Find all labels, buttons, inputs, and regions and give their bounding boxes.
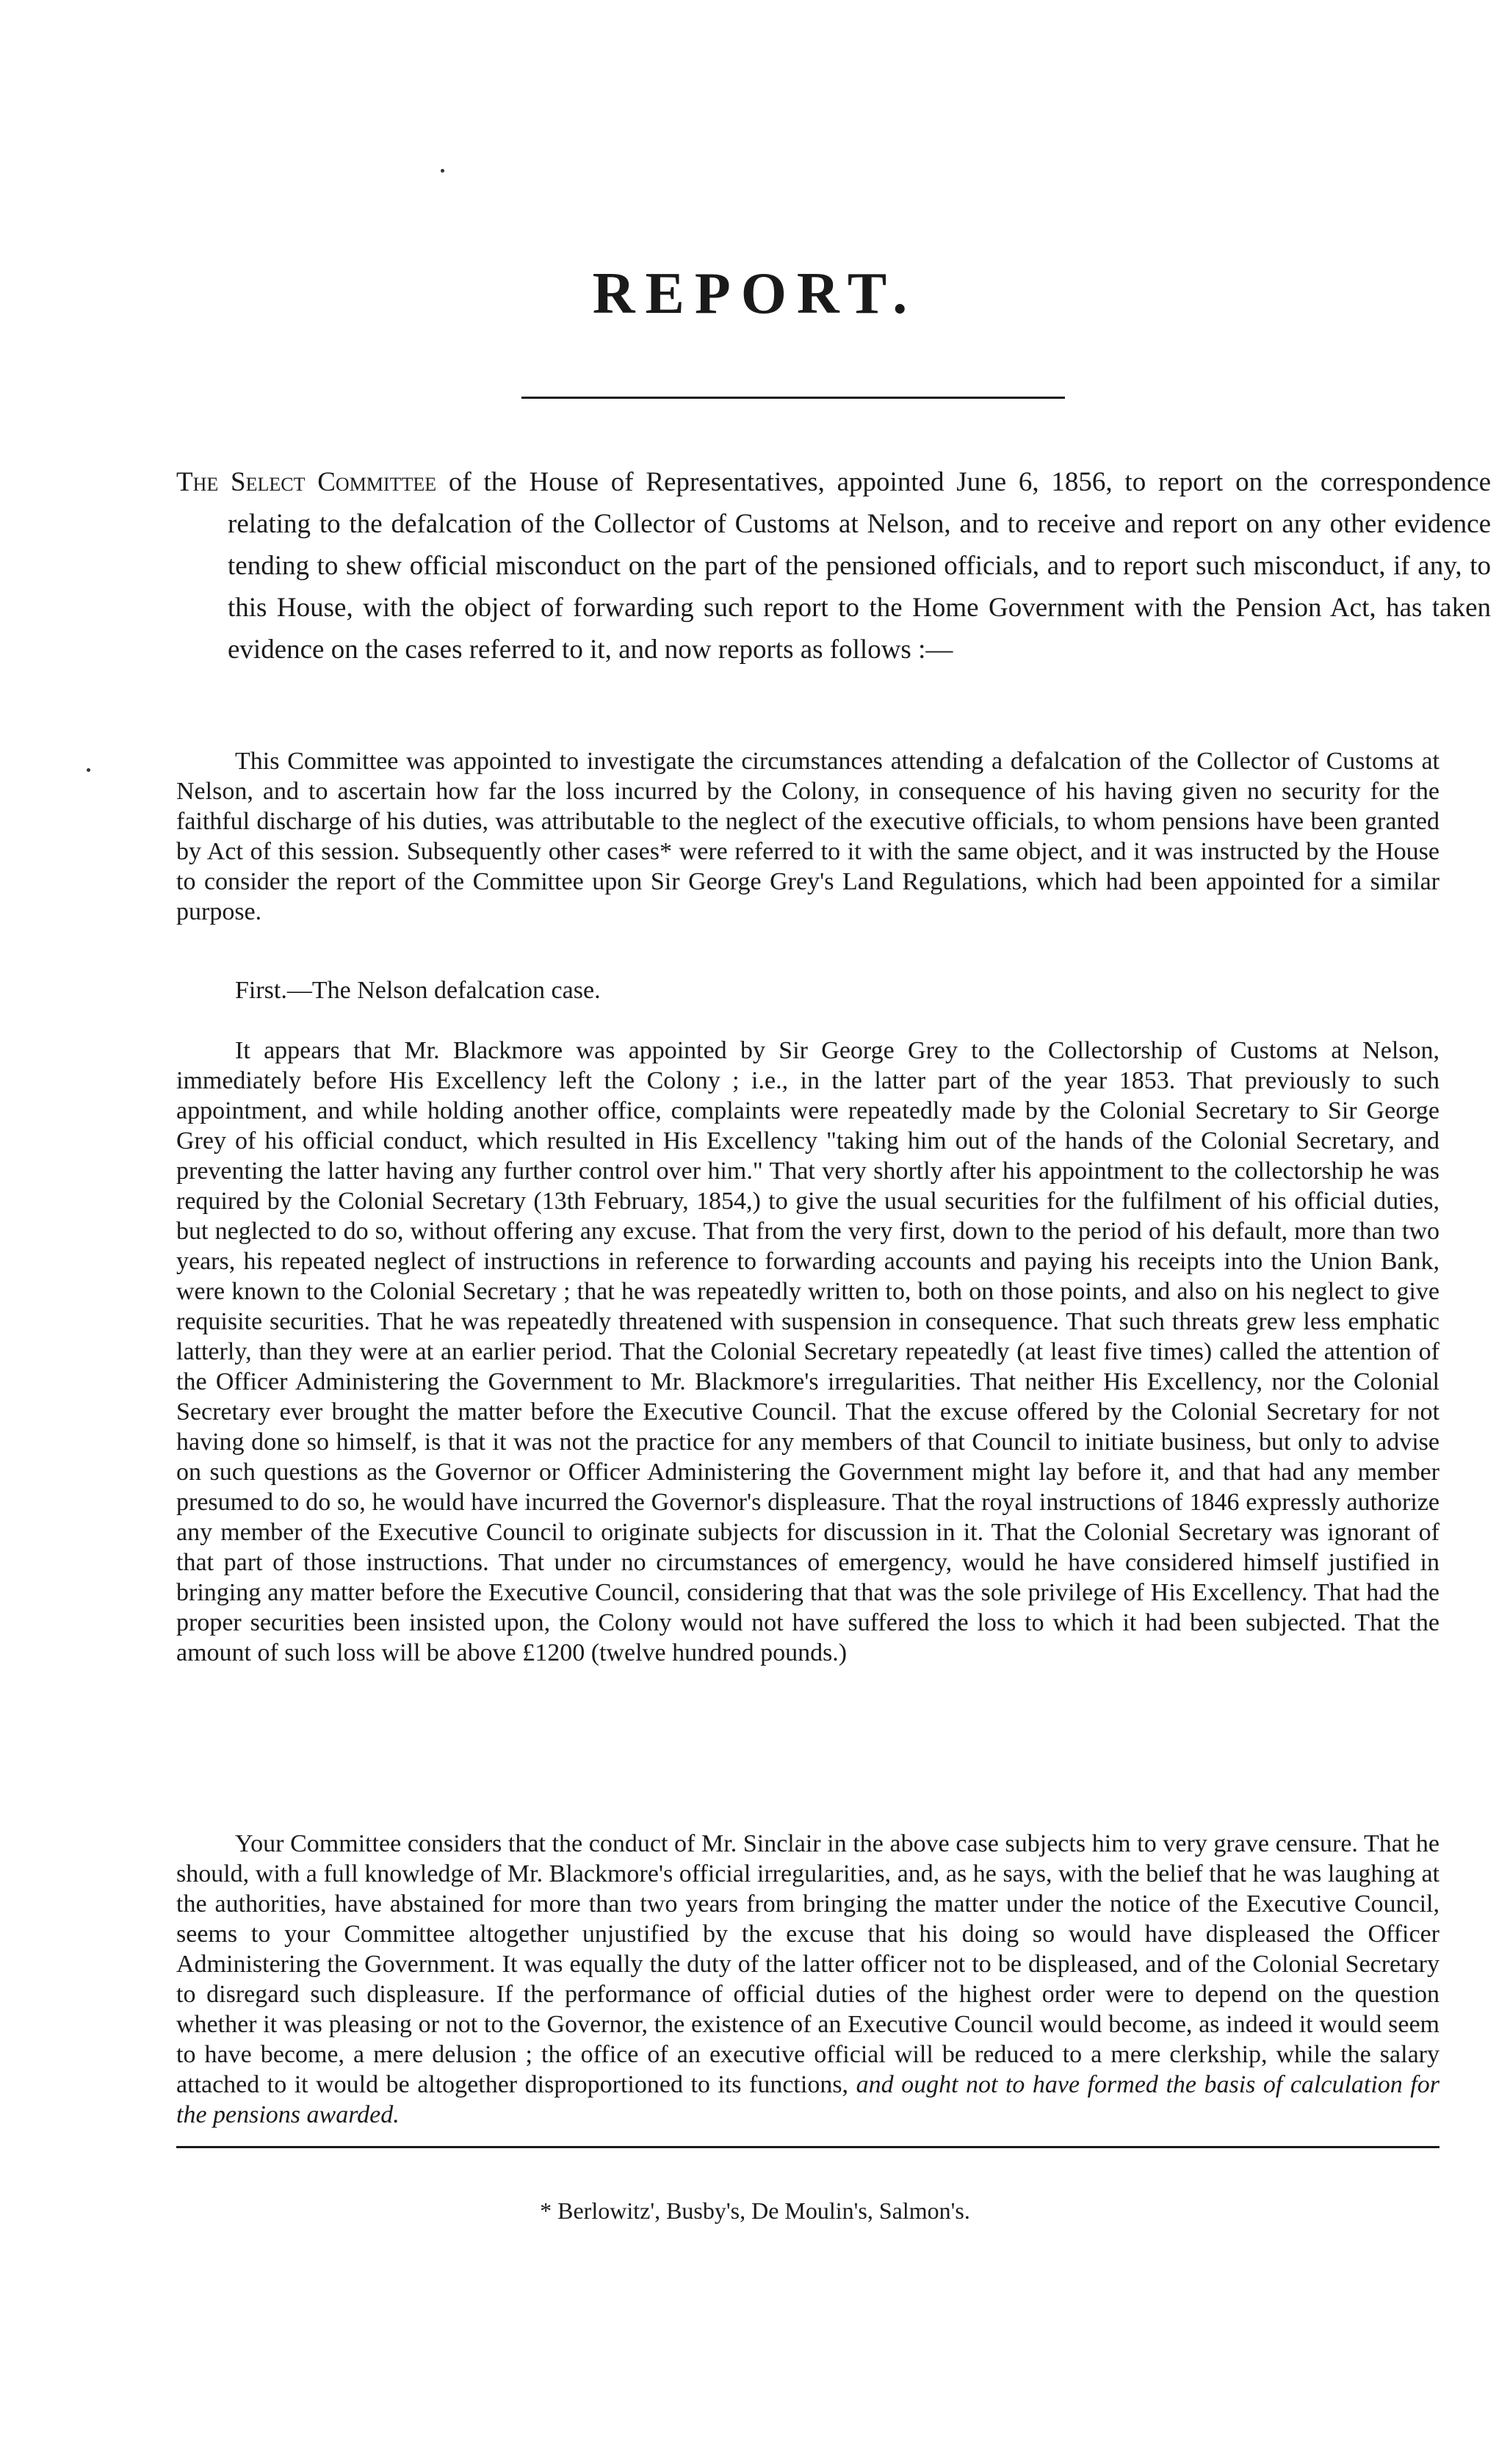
footnote-rule: [176, 2146, 1439, 2148]
print-speck: [441, 169, 444, 173]
conclusion-italic: and ought not to have formed the basis of calculation for the pensions awarded.: [176, 2071, 1439, 2128]
intro-paragraph: [176, 461, 1491, 671]
paragraph-appointment: This Committee was appointed to investigate the circumstances attending a defalcation of the Collector of Customs at Nelson, and to ascertain how far the loss incurred by the Colony, in consequence of his having given no security for the faithful discharge of his duties, was attributable to the neglect of the executive officials, to whom pensions have been granted by Act of this session. Subsequently other cases* were referred to it with the same object, and it was instructed by the House to consider the report of the Committee upon Sir George Grey's Land Regulations, which had been appointed for a similar purpose.: [176, 748, 1439, 925]
paragraph-committee-conclusion: [176, 1829, 1439, 2130]
print-speck: [87, 768, 90, 772]
paragraph-first-case-heading: First.—The Nelson defalcation case.: [235, 977, 601, 1004]
report-title: REPORT.: [592, 261, 918, 326]
title-rule: [521, 397, 1065, 399]
intro-text: of the House of Representatives, appointed June 6, 1856, to report on the correspondence relating to the defalcation of the Collector of Customs at Nelson, and to receive and report on any other evidence tending to shew official misconduct on the part of the pensioned officials, and to report such misconduct, if any, to this House, with the object of forwarding such report to the Home Government with the Pension Act, has taken evidence on the cases referred to it, and now reports as follows :—: [228, 467, 1491, 665]
conclusion-main: Your Committee considers that the conduct of Mr. Sinclair in the above case subjects him to very grave censure. That he should, with a full knowledge of Mr. Blackmore's official irregularities, and, as he says, with the belief that he was laughing at the authorities, have abstained for more than two years from bringing the matter under the notice of the Executive Council, seems to your Committee altogether unjustified by the excuse that his doing so would have displeased the Officer Administering the Government. It was equally the duty of the latter officer not to be displeased, and of the Colonial Secretary to disregard such displeasure. If the performance of official duties of the highest order were to depend on the question whether it was pleasing or not to the Governor, the existence of an Executive Council would become, as indeed it would seem to have become, a mere delusion ; the office of an executive official will be reduced to a mere clerkship, while the salary attached to it would be altogether disproportioned to its functions,: [176, 1830, 1439, 2098]
footnote: * Berlowitz', Busby's, De Moulin's, Salmon's.: [540, 2197, 970, 2224]
intro-lead: The Select Committee: [176, 467, 437, 497]
paragraph-blackmore-findings: It appears that Mr. Blackmore was appointed by Sir George Grey to the Collectorship of Customs at Nelson, immediately before His Excellency left the Colony ; i.e., in the latter part of the year 1853. That previously to such appointment, and while holding another office, complaints were repeatedly made by the Colonial Secretary to Sir George Grey of his official conduct, which resulted in His Excellency "taking him out of the hands of the Colonial Secretary, and preventing the latter having any further control over him." That very shortly after his appointment to the collectorship he was required by the Colonial Secretary (13th February, 1854,) to give the usual securities for the fulfilment of his official duties, but neglected to do so, without offering any excuse. That from the very first, down to the period of his default, more than two years, his repeated neglect of instructions in reference to forwarding accounts and paying his receipts into the Union Bank, were known to the Colonial Secretary ; that he was repeatedly written to, both on those points, and also on his neglect to give requisite securities. That he was repeatedly threatened with suspension in consequence. That such threats grew less emphatic latterly, than they were at an earlier period. That the Colonial Secretary repeatedly (at least five times) called the attention of the Officer Administering the Government to Mr. Blackmore's irregularities. That neither His Excellency, nor the Colonial Secretary ever brought the matter before the Executive Council. That the excuse offered by the Colonial Secretary for not having done so himself, is that it was not the practice for any members of that Council to initiate business, but only to advise on such questions as the Governor or Officer Administering the Government might lay before it, and that had any member presumed to do so, he would have incurred the Governor's displeasure. That the royal instructions of 1846 expressly authorize any member of the Executive Council to originate subjects for discussion in it. That the Colonial Secretary was ignorant of that part of those instructions. That under no circumstances of emergency, would he have considered himself justified in bringing any matter before the Executive Council, considering that that was the sole privilege of His Excellency. That had the proper securities been insisted upon, the Colony would not have suffered the loss to which it had been subjected. That the amount of such loss will be above £1200 (twelve hundred pounds.): [176, 1037, 1439, 1666]
